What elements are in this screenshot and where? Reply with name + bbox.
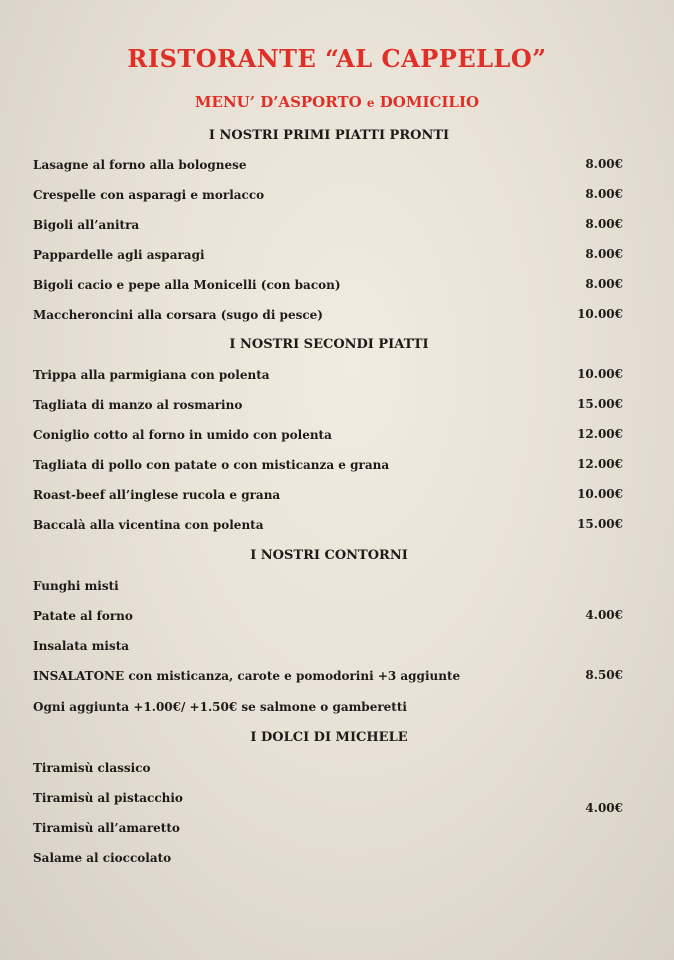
menu-item-funghi: Funghi misti: [33, 579, 119, 593]
menu-item-maccheroncini: Maccheroncini alla corsara (sugo di pesce): [33, 308, 323, 322]
menu-price-tagliata-manzo: 15.00€: [577, 397, 623, 411]
menu-item-tiramisu-classico: Tiramisù classico: [33, 761, 151, 775]
menu-item-crespelle: Crespelle con asparagi e morlacco: [33, 188, 265, 202]
menu-item-coniglio: Coniglio cotto al forno in umido con polenta: [33, 428, 332, 442]
section-heading-primi: I NOSTRI PRIMI PIATTI PRONTI: [208, 128, 450, 143]
menu-price-dolci-shared: 4.00€: [585, 801, 623, 815]
restaurant-name: RISTORANTE “AL CAPPELLO”: [127, 44, 547, 73]
menu-item-tagliata-pollo: Tagliata di pollo con patate o con misticanza e grana: [33, 458, 390, 472]
menu-item-baccala: Baccalà alla vicentina con polenta: [33, 518, 264, 532]
menu-price-pappardelle: 8.00€: [585, 247, 623, 261]
menu-price-lasagne: 8.00€: [585, 157, 623, 171]
menu-title-main: MENU’ D’ASPORTO: [194, 93, 367, 111]
menu-title-connector: e: [366, 96, 375, 110]
menu-item-patate: Patate al forno: [33, 609, 133, 623]
section-heading-secondi: I NOSTRI SECONDI PIATTI: [229, 337, 429, 352]
menu-item-lasagne: Lasagne al forno alla bolognese: [33, 158, 247, 172]
menu-price-tagliata-pollo: 12.00€: [577, 457, 623, 471]
menu-price-contorni-shared: 4.00€: [585, 608, 623, 622]
menu-item-insalata-mista: Insalata mista: [33, 639, 130, 653]
menu-item-trippa: Trippa alla parmigiana con polenta: [33, 368, 270, 382]
menu-price-crespelle: 8.00€: [585, 187, 623, 201]
menu-note-aggiunta: Ogni aggiunta +1.00€/ +1.50€ se salmone o gamberetti: [33, 700, 407, 714]
section-heading-dolci: I DOLCI DI MICHELE: [250, 730, 408, 745]
menu-item-bigoli-cacio-pepe: Bigoli cacio e pepe alla Monicelli (con bacon): [33, 278, 341, 292]
menu-item-roast-beef: Roast-beef all’inglese rucola e grana: [33, 488, 281, 502]
menu-title-end: DOMICILIO: [374, 93, 480, 111]
menu-price-trippa: 10.00€: [577, 367, 623, 381]
section-heading-contorni: I NOSTRI CONTORNI: [250, 548, 408, 563]
menu-item-insalatone: INSALATONE con misticanza, carote e pomodorini +3 aggiunte: [33, 669, 461, 683]
menu-price-bigoli-cacio-pepe: 8.00€: [585, 277, 623, 291]
menu-price-baccala: 15.00€: [577, 517, 623, 531]
menu-price-maccheroncini: 10.00€: [577, 307, 623, 321]
menu-item-tiramisu-pistacchio: Tiramisù al pistacchio: [33, 791, 183, 805]
menu-item-salame-cioccolato: Salame al cioccolato: [33, 851, 172, 865]
menu-price-bigoli-anitra: 8.00€: [585, 217, 623, 231]
menu-item-tagliata-manzo: Tagliata di manzo al rosmarino: [33, 398, 243, 412]
menu-title: [0, 93, 674, 111]
menu-price-roast-beef: 10.00€: [577, 487, 623, 501]
menu-item-bigoli-anitra: Bigoli all’anitra: [33, 218, 140, 232]
menu-item-pappardelle: Pappardelle agli asparagi: [33, 248, 205, 262]
menu-price-insalatone: 8.50€: [585, 668, 623, 682]
menu-price-coniglio: 12.00€: [577, 427, 623, 441]
menu-item-tiramisu-amaretto: Tiramisù all’amaretto: [33, 821, 180, 835]
